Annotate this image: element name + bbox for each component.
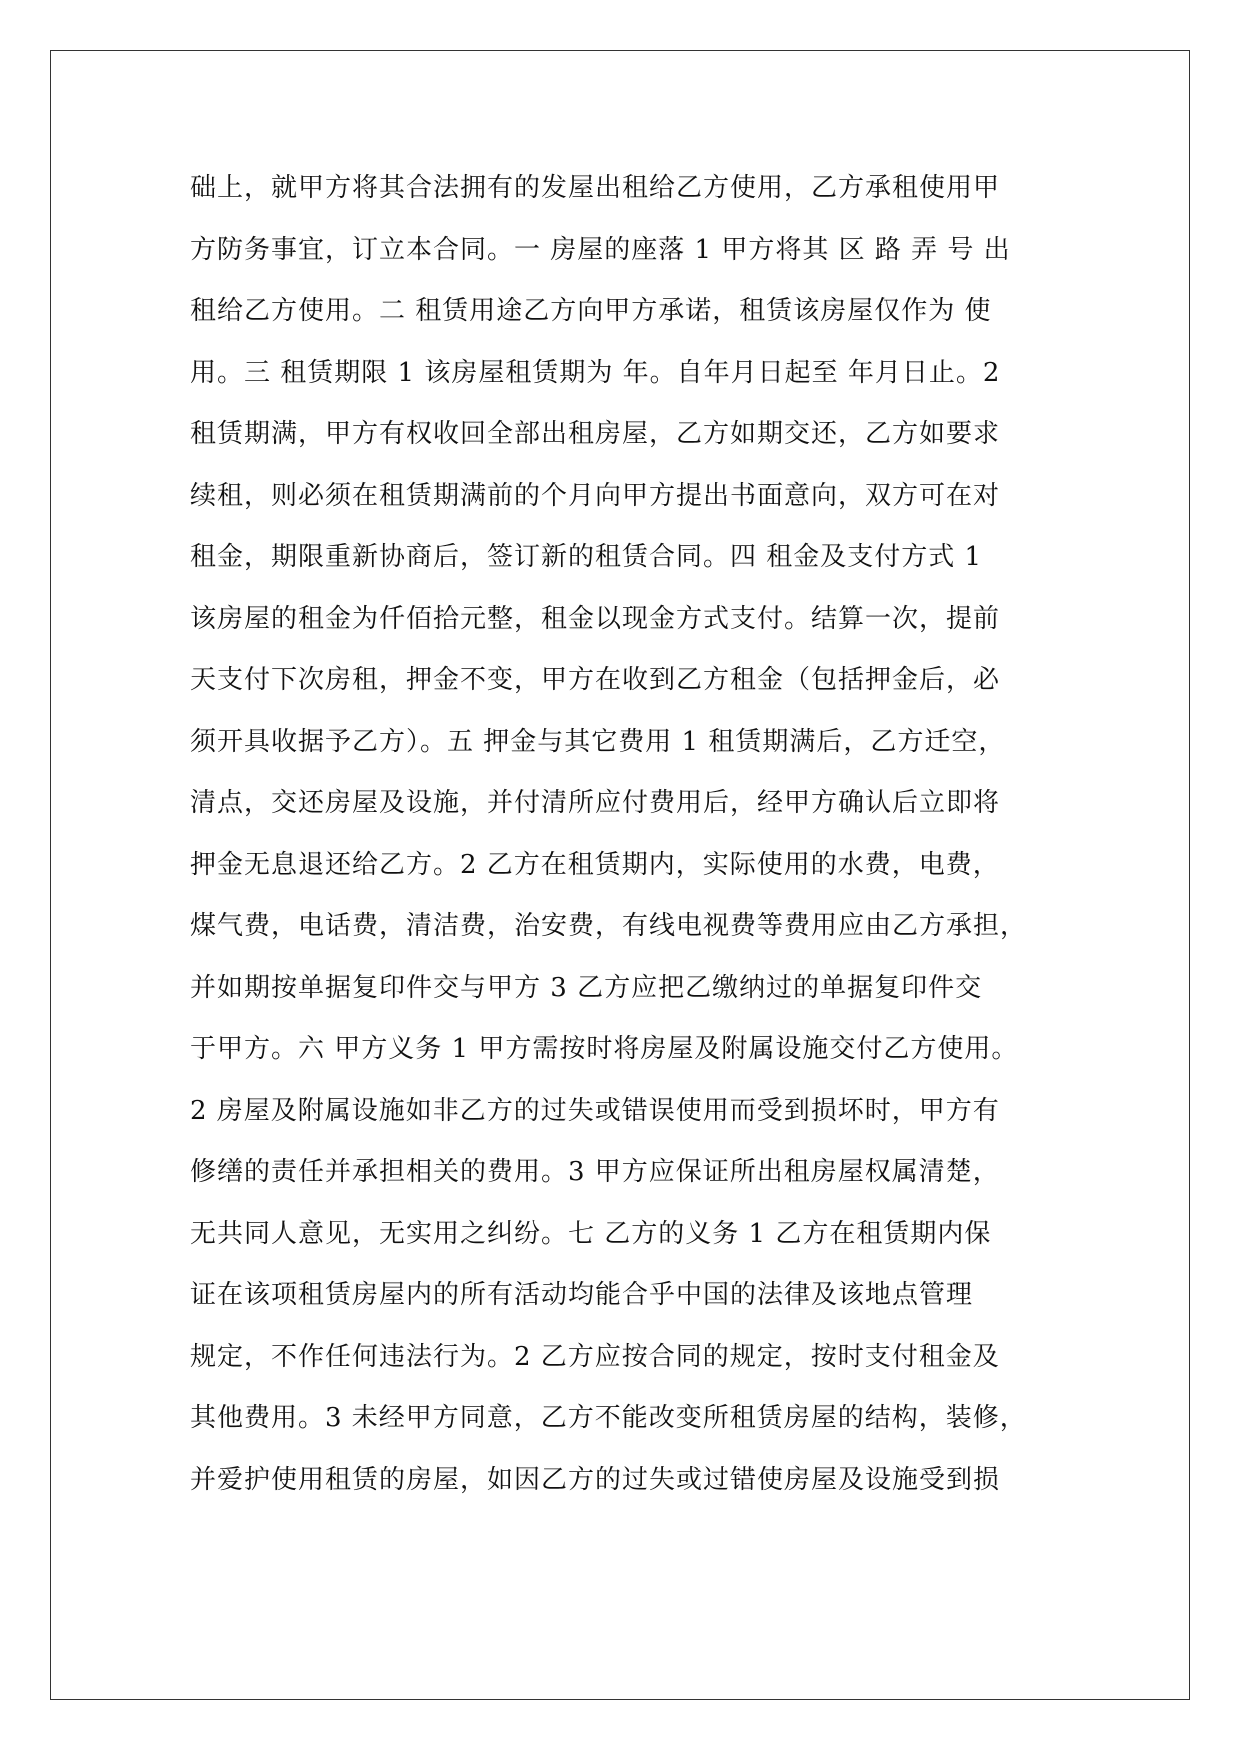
- text-line: 规定，不作任何违法行为。2 乙方应按合同的规定，按时支付租金及: [190, 1341, 1000, 1372]
- text-line: 方防务事宜，订立本合同。一 房屋的座落 1 甲方将其 区 路 弄 号 出: [190, 234, 1011, 265]
- text-line: 2 房屋及附属设施如非乙方的过失或错误使用而受到损坏时，甲方有: [190, 1095, 1000, 1126]
- text-line: 清点，交还房屋及设施，并付清所应付费用后，经甲方确认后立即将: [190, 788, 1001, 818]
- text-line: 其他费用。3 未经甲方同意，乙方不能改变所租赁房屋的结构，装修，: [190, 1403, 1027, 1433]
- text-line: 租赁期满，甲方有权收回全部出租房屋，乙方如期交还，乙方如要求: [190, 419, 1001, 449]
- text-line: 天支付下次房租，押金不变，甲方在收到乙方租金（包括押金后，必: [190, 665, 1001, 695]
- text-line: 础上，就甲方将其合法拥有的发屋出租给乙方使用，乙方承租使用甲: [190, 173, 1001, 203]
- text-line: 证在该项租赁房屋内的所有活动均能合乎中国的法律及该地点管理: [190, 1280, 974, 1310]
- document-body: [190, 158, 1070, 1511]
- text-line: 无共同人意见，无实用之纠纷。七 乙方的义务 1 乙方在租赁期内保: [190, 1218, 992, 1249]
- text-line: 修缮的责任并承担相关的费用。3 甲方应保证所出租房屋权属清楚，: [190, 1157, 1000, 1187]
- text-line: 租金，期限重新协商后，签订新的租赁合同。四 租金及支付方式 1: [190, 542, 983, 572]
- text-line: 并如期按单据复印件交与甲方 3 乙方应把乙缴纳过的单据复印件交: [190, 972, 983, 1003]
- text-line: 煤气费，电话费，清洁费，治安费，有线电视费等费用应由乙方承担，: [190, 911, 1028, 941]
- text-line: 于甲方。六 甲方义务 1 甲方需按时将房屋及附属设施交付乙方使用。: [190, 1034, 1019, 1064]
- text-line: 租给乙方使用。二 租赁用途乙方向甲方承诺，租赁该房屋仅作为 使: [190, 296, 992, 326]
- text-line: 押金无息退还给乙方。2 乙方在租赁期内，实际使用的水费，电费，: [190, 849, 1000, 880]
- text-line: 用。三 租赁期限 1 该房屋租赁期为 年。自年月日起至 年月日止。2: [190, 357, 1001, 388]
- text-line: 该房屋的租金为仟佰拾元整，租金以现金方式支付。结算一次，提前: [190, 603, 1001, 634]
- text-line: 须开具收据予乙方）。五 押金与其它费用 1 租赁期满后，乙方迁空，: [190, 726, 1006, 757]
- text-line: 并爱护使用租赁的房屋，如因乙方的过失或过错使房屋及设施受到损: [190, 1464, 1001, 1495]
- text-line: 续租，则必须在租赁期满前的个月向甲方提出书面意向，双方可在对: [190, 480, 1001, 511]
